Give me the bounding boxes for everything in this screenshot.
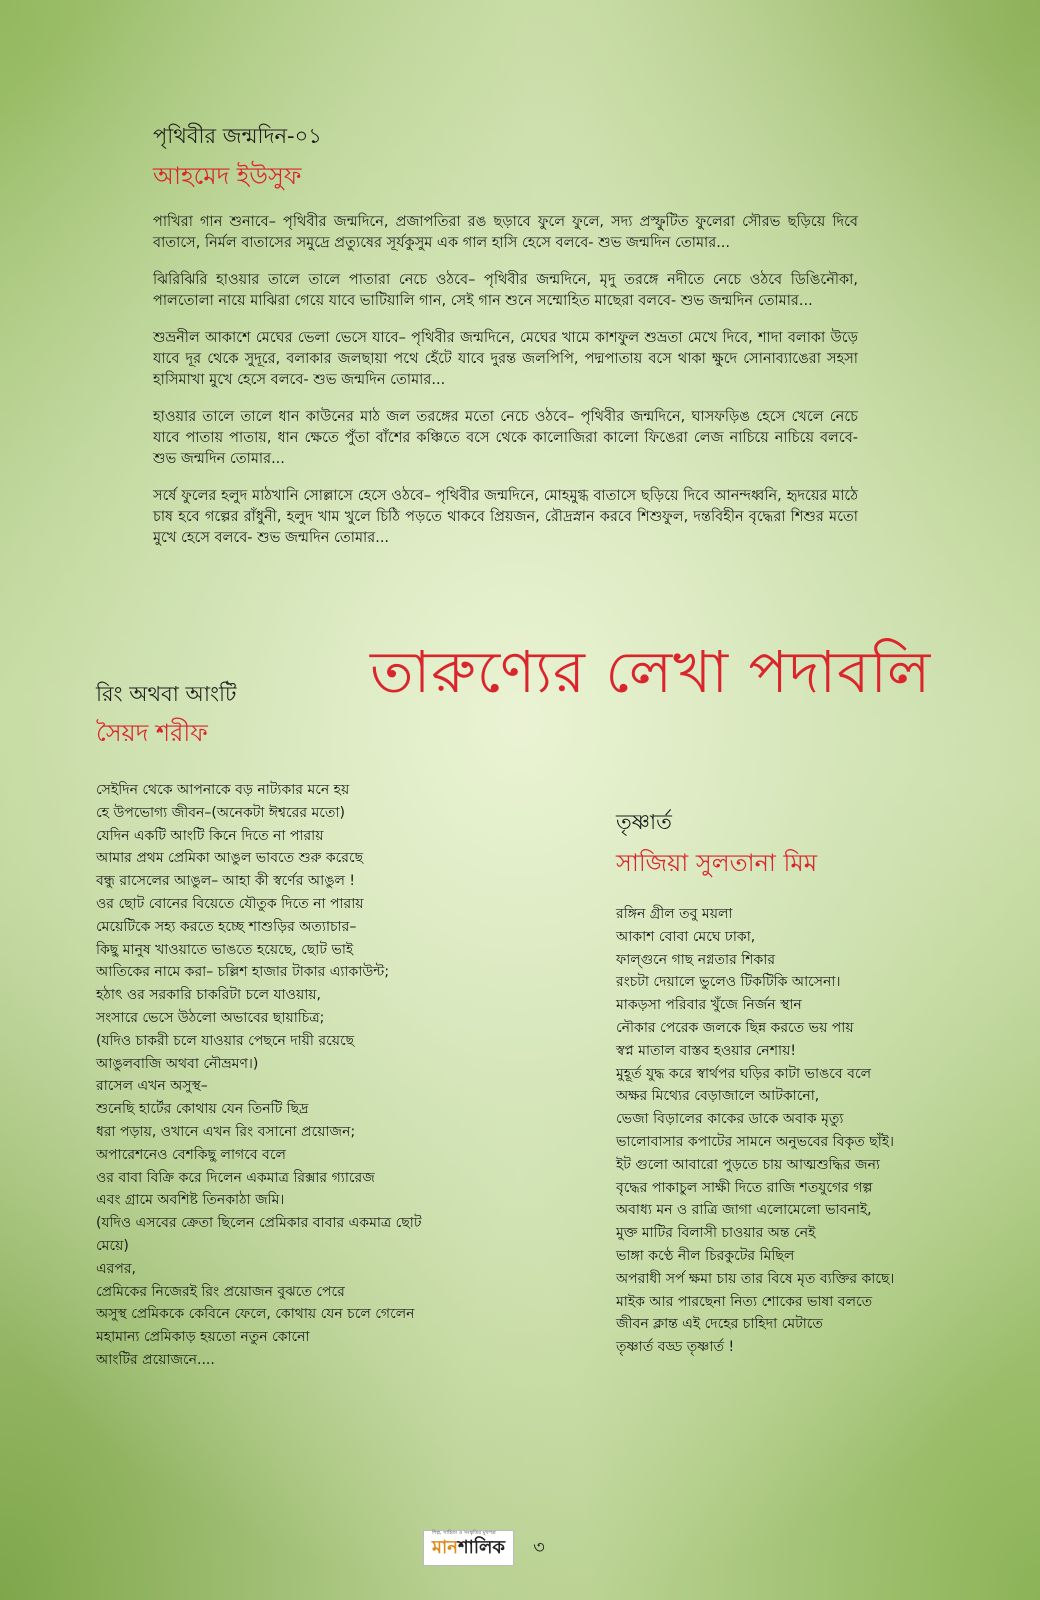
- poem2-line: ধরা পড়ায়, ওখানে এখন রিং বসানো প্রয়োজন;: [96, 1123, 356, 1140]
- poem2-line: যেদিন একটি আংটি কিনে দিতে না পারায়: [96, 827, 324, 844]
- poem3-author: সাজিয়া সুলতানা মিম: [616, 849, 818, 877]
- poem2-line: অসুস্থ প্রেমিককে কেবিনে ফেলে, কোথায় যেন চলে গেলেন: [96, 1306, 415, 1323]
- poem3-line: অক্ষর মিথ্যের বেড়াজালে আটকানো,: [616, 1088, 820, 1105]
- poem3-line: তৃষ্ণার্ত বড্ড তৃষ্ণার্ত !: [616, 1339, 735, 1356]
- poem3-line: ভেজা বিড়ালের কাকের ডাকে অবাক মৃত্যু: [616, 1111, 844, 1128]
- poem3-line: বৃদ্ধের পাকাচুল সাক্ষী দিতে রাজি শতযুগের গল্প: [616, 1179, 873, 1196]
- poem2-title: রিং অথবা আংটি: [96, 682, 237, 706]
- logo-text: শালিক: [457, 1537, 505, 1558]
- poem2-line: প্রেমিকের নিজেরই রিং প্রয়োজন বুঝতে পেরে: [96, 1283, 345, 1300]
- poem2-author: সৈয়দ শরীফ: [96, 719, 208, 747]
- poem3-line: মুক্ত মাটির বিলাসী চাওয়ার অন্ত নেই: [616, 1225, 816, 1242]
- poem3-line: আকাশ বোবা মেঘে ঢাকা,: [616, 928, 756, 945]
- poem3-line: ভাঙ্গা কণ্ঠে নীল চিরকুটের মিছিল: [616, 1247, 795, 1264]
- poem3-line: ফাল্গুনে গাছ নগ্নতার শিকার: [616, 951, 776, 968]
- poem2-line: আংটির প্রয়োজনে....: [96, 1351, 215, 1368]
- poem3-body: [616, 903, 1016, 1359]
- poem2-line: (যদিও চাকরী চলে যাওয়ার পেছনে দায়ী রয়েছে: [96, 1032, 355, 1049]
- poem2-line: সংসারে ভেসে উঠলো অভাবের ছায়াচিত্র;: [96, 1009, 325, 1026]
- poem3-line: রঙ্গিন গ্রীল তবু ময়লা: [616, 906, 733, 922]
- poem2-line: ওর বাবা বিক্রি করে দিলেন একমাত্র রিক্সার গ্যারেজ: [96, 1169, 375, 1186]
- poem3-line: ভালোবাসার কপাটের সামনে অনুভবের বিকৃত ছাঁই।: [616, 1133, 895, 1150]
- poem2-line: বন্ধু রাসেলের আঙুল– আহা কী স্বর্ণের আঙুল !: [96, 873, 355, 890]
- poem2-line: আতিকের নামে করা– চল্লিশ হাজার টাকার এ্যাকাউন্ট;: [96, 964, 390, 981]
- poem2-line: মেয়ে): [96, 1237, 129, 1254]
- section-title: তারুণ্যের লেখা পদাবলি: [370, 638, 932, 706]
- poem1-paragraph: শুভ্রনীল আকাশে মেঘের ভেলা ভেসে যাবে– পৃথিবীর জন্মদিনে, মেঘের খামে কাশফুল শুভ্রতা মেখে দিবে, শাদা বলাকা উড়ে যাবে দূর থেকে সুদূরে, বলাকার জলছায়া পথে হেঁটে যাবে দুরন্ত জলপিপি, পদ্মপাতায় বসে থাকা ক্ষুদে সোনাব্যাঙেরা সহসা হাসিমাখা মুখে হেসে বলবে- শুভ জন্মদিন তোমার...: [153, 330, 858, 388]
- poem3-line: মাকড়সা পরিবার খুঁজে নির্জন স্থান: [616, 997, 802, 1014]
- poem3-line: অপরাধী সর্প ক্ষমা চায় তার বিষে মৃত ব্যক্তির কাছে।: [616, 1270, 895, 1287]
- poem1-title: পৃথিবীর জন্মদিন-০১: [153, 124, 322, 148]
- poem1-author: আহমেদ ইউসুফ: [153, 162, 302, 190]
- poem2-line: এবং গ্রামে অবশিষ্ট তিনকাঠা জমি।: [96, 1192, 285, 1209]
- poem2-line: মহামান্য প্রেমিকাড় হয়তো নতুন কোনো: [96, 1329, 310, 1346]
- logo-tagline: শিল্প, সাহিত্য ও সংস্কৃতির মুখপত্র: [432, 1530, 496, 1536]
- poem2-line: সেইদিন থেকে আপনাকে বড় নাট্যকার মনে হয়: [96, 782, 350, 798]
- poem2-line: রাসেল এখন অসুস্থ–: [96, 1078, 208, 1095]
- poem2-line: অপারেশনেও বেশকিছু লাগবে বলে: [96, 1146, 286, 1163]
- page-number: ৩: [533, 1537, 545, 1558]
- poem2-line: এরপর,: [96, 1260, 137, 1277]
- poem1-body: [153, 212, 858, 565]
- poem3-title: তৃষ্ণার্ত: [616, 810, 672, 834]
- poem2-line: (যদিও এসবের ক্রেতা ছিলেন প্রেমিকার বাবার একমাত্র ছোট: [96, 1215, 422, 1232]
- magazine-logo: [423, 1530, 514, 1566]
- poem3-line: মুহূর্ত যুদ্ধ করে স্বার্থপর ঘড়ির কাটা ভাঙবে বলে: [616, 1065, 872, 1082]
- poem2-line: আমার প্রথম প্রেমিকা আঙুল ভাবতে শুরু করেছে: [96, 850, 364, 867]
- logo-accent-text: মান: [432, 1537, 458, 1558]
- poem3-line: স্বপ্ন মাতাল বাস্তব হওয়ার নেশায়!: [616, 1042, 796, 1059]
- poem2-line: ওর ছোট বোনের বিয়েতে যৌতুক দিতে না পারায়: [96, 895, 364, 912]
- poem1-paragraph: পাখিরা গান শুনাবে– পৃথিবীর জন্মদিনে, প্রজাপতিরা রঙ ছড়াবে ফুলে ফুলে, সদ্য প্রস্ফুটিত ফুলেরা সৌরভ ছড়িয়ে দিবে বাতাসে, নির্মল বাতাসের সমুদ্রে প্রত্যুষের সূর্যকুসুম এক গাল হাসি হেসে বলবে- শুভ জন্মদিন তোমার...: [153, 214, 858, 251]
- poem2-line: হঠাৎ ওর সরকারি চাকরিটা চলে যাওয়ায়,: [96, 987, 321, 1004]
- footer: [423, 1530, 545, 1566]
- poem2-body: [96, 779, 516, 1372]
- poem3-line: জীবন ক্লান্ত এই দেহের চাহিদা মেটাতে: [616, 1316, 823, 1333]
- poem2-line: শুনেছি হার্টের কোথায় যেন তিনটি ছিদ্র: [96, 1101, 309, 1118]
- poem1-paragraph: সর্ষে ফুলের হলুদ মাঠখানি সোল্লাসে হেসে ওঠবে– পৃথিবীর জন্মদিনে, মোহমুগ্ধ বাতাসে ছড়িয়ে দিবে আনন্দধ্বনি, হৃদয়ের মাঠে চাষ হবে গল্পের রাঁধুনী, হলুদ খাম খুলে চিঠি পড়তে থাকবে প্রিয়জন, রৌদ্রস্নান করবে শিশুফুল, দন্তবিহীন বৃদ্ধেরা শিশুর মতো মুখে হেসে বলবে- শুভ জন্মদিন তোমার...: [153, 488, 858, 546]
- poem2-line: মেয়েটিকে সহ্য করতে হচ্ছে শাশুড়ির অত্যাচার–: [96, 918, 357, 935]
- poem1-paragraph: ঝিরিঝিরি হাওয়ার তালে তালে পাতারা নেচে ওঠবে– পৃথিবীর জন্মদিনে, মৃদু তরঙ্গে নদীতে নেচে ওঠবে ডিঙিনৌকা, পালতোলা নায়ে মাঝিরা গেয়ে যাবে ভাটিয়ালি গান, সেই গান শুনে সম্মোহিত মাছেরা বলবে- শুভ জন্মদিন তোমার...: [153, 272, 858, 309]
- poem3-line: মাইক আর পারছেনা নিত্য শোকের ভাষা বলতে: [616, 1293, 873, 1310]
- poem2-line: হে উপভোগ্য জীবন–(অনেকটা ঈশ্বরের মতো): [96, 804, 345, 821]
- poem3-line: রংচটা দেয়ালে ভুলেও টিকটিকি আসেনা।: [616, 974, 841, 991]
- poem1-paragraph: হাওয়ার তালে তালে ধান কাউনের মাঠ জল তরঙ্গের মতো নেচে ওঠবে– পৃথিবীর জন্মদিনে, ঘাসফড়িঙ হেসে খেলে নেচে যাবে পাতায় পাতায়, ধান ক্ষেতে পুঁতা বাঁশের কঞ্চিতে বসে থেকে কালোজিরা কালো ফিঙেরা লেজ নাচিয়ে নাচিয়ে বলবে- শুভ জন্মদিন তোমার...: [153, 409, 858, 467]
- poem2-line: আঙুলবাজি অথবা নৌভ্রমণ।): [96, 1055, 259, 1072]
- poem3-line: নৌকার পেরেক জলকে ছিন্ন করতে ভয় পায়: [616, 1019, 854, 1036]
- poem3-line: অবাধ্য মন ও রাত্রি জাগা এলোমেলো ভাবনাই,: [616, 1202, 872, 1219]
- poem3-line: ইট গুলো আবারো পুড়তে চায় আত্মশুদ্ধির জন্য: [616, 1156, 880, 1173]
- poem2-line: কিছু মানুষ খাওয়াতে ভাঙতে হয়েছে, ছোট ভাই: [96, 941, 354, 958]
